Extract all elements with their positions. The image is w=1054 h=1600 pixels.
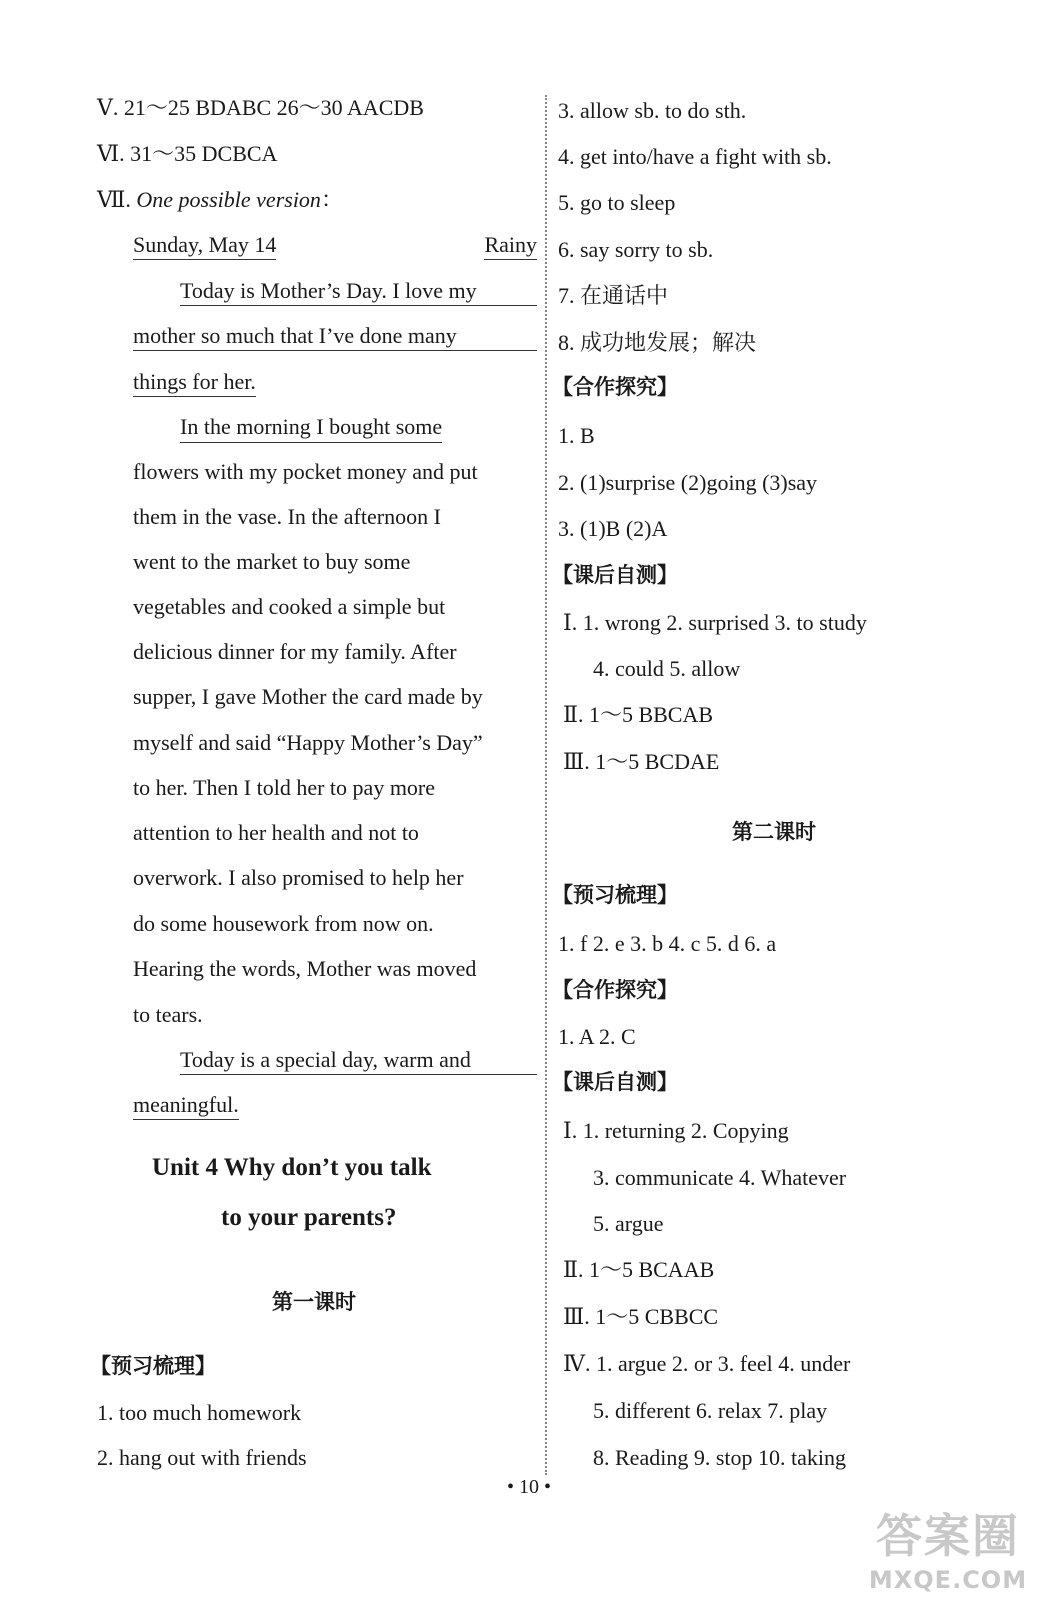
watermark-text: 答案圈 [876,1509,1020,1563]
section-heading: 【课后自测】 [552,563,678,587]
list-item: Ⅳ. 1. argue 2. or 3. feel 4. under [563,1351,851,1376]
list-item: Ⅱ. 1～5 BBCAB [563,702,714,727]
essay-line: attention to her health and not to [133,820,419,845]
list-item: Ⅱ. 1～5 BCAAB [563,1257,715,1282]
answer-line-vii [97,189,343,211]
list-item: 3. (1)B (2)A [558,516,668,541]
essay-weather: Rainy [484,234,537,260]
essay-line: delicious dinner for my family. After [133,639,457,664]
watermark-logo [848,1500,1048,1596]
answer-line-v: Ⅴ. 21～25 BDABC 26～30 AACDB [97,95,424,120]
essay-line: vegetables and cooked a simple but [133,594,446,619]
essay-line: to tears. [133,1002,203,1027]
essay-line: do some housework from now on. [133,911,434,936]
essay-line: supper, I gave Mother the card made by [133,684,483,709]
version-label: One possible version [136,187,321,212]
essay-line: Hearing the words, Mother was moved [133,956,477,981]
list-item: 5. argue [593,1211,664,1236]
list-item: Ⅲ. 1～5 BCDAE [563,749,720,774]
list-item: 6. say sorry to sb. [558,237,714,262]
column-divider [545,95,547,1475]
watermark-url: MXQE.COM [868,1566,1028,1594]
essay-header [133,234,537,260]
essay-line: Today is Mother’s Day. I love my [180,280,537,306]
unit-title: Unit 4 Why don’t you talk [152,1154,432,1181]
essay-line: things for her. [133,371,256,397]
essay-date: Sunday, May 14 [133,234,276,260]
lesson-heading: 第二课时 [732,820,816,844]
list-item: 5. different 6. relax 7. play [593,1398,828,1423]
list-item: 3. allow sb. to do sth. [558,98,747,123]
essay-line: meaningful. [133,1094,239,1120]
essay-line: mother so much that I’ve done many [133,325,537,351]
list-item: 1. f 2. e 3. b 4. c 5. d 6. a [558,931,777,956]
list-item: Ⅲ. 1～5 CBBCC [563,1304,719,1329]
section-heading: 【课后自测】 [552,1070,678,1094]
list-item: 2. (1)surprise (2)going (3)say [558,470,818,495]
essay-line: overwork. I also promised to help her [133,865,464,890]
page-number: • 10 • [507,1476,552,1498]
list-item: 3. communicate 4. Whatever [593,1165,847,1190]
essay-line: went to the market to buy some [133,549,411,574]
lesson-heading: 第一课时 [272,1290,356,1314]
essay-line: to her. Then I told her to pay more [133,775,436,800]
section-heading: 【预习梳理】 [552,883,678,907]
list-item: 4. could 5. allow [593,656,741,681]
colon: ： [320,187,343,212]
unit-title-cont: to your parents? [221,1204,397,1231]
section-heading: 【预习梳理】 [90,1354,216,1378]
essay-line: myself and said “Happy Mother’s Day” [133,730,483,755]
list-item: 8. 成功地发展；解决 [558,330,757,355]
list-item: 5. go to sleep [558,190,676,215]
essay-line: Today is a special day, warm and [180,1049,537,1075]
list-item: 4. get into/have a fight with sb. [558,144,832,169]
list-item: 1. B [558,423,595,448]
essay-line: In the morning I bought some [180,416,537,438]
answer-prefix: Ⅶ. [97,187,137,212]
list-item: 1. too much homework [97,1400,302,1425]
list-item: 1. A 2. C [558,1024,636,1049]
essay-line: them in the vase. In the afternoon I [133,504,441,529]
list-item: 2. hang out with friends [97,1445,307,1470]
essay-line: flowers with my pocket money and put [133,459,478,484]
list-item: 8. Reading 9. stop 10. taking [593,1445,846,1470]
section-heading: 【合作探究】 [552,375,678,399]
list-item: Ⅰ. 1. returning 2. Copying [563,1118,789,1143]
section-heading: 【合作探究】 [552,978,678,1002]
answer-line-vi: Ⅵ. 31～35 DCBCA [97,141,278,166]
list-item: Ⅰ. 1. wrong 2. surprised 3. to study [563,610,867,635]
list-item: 7. 在通话中 [558,283,669,308]
